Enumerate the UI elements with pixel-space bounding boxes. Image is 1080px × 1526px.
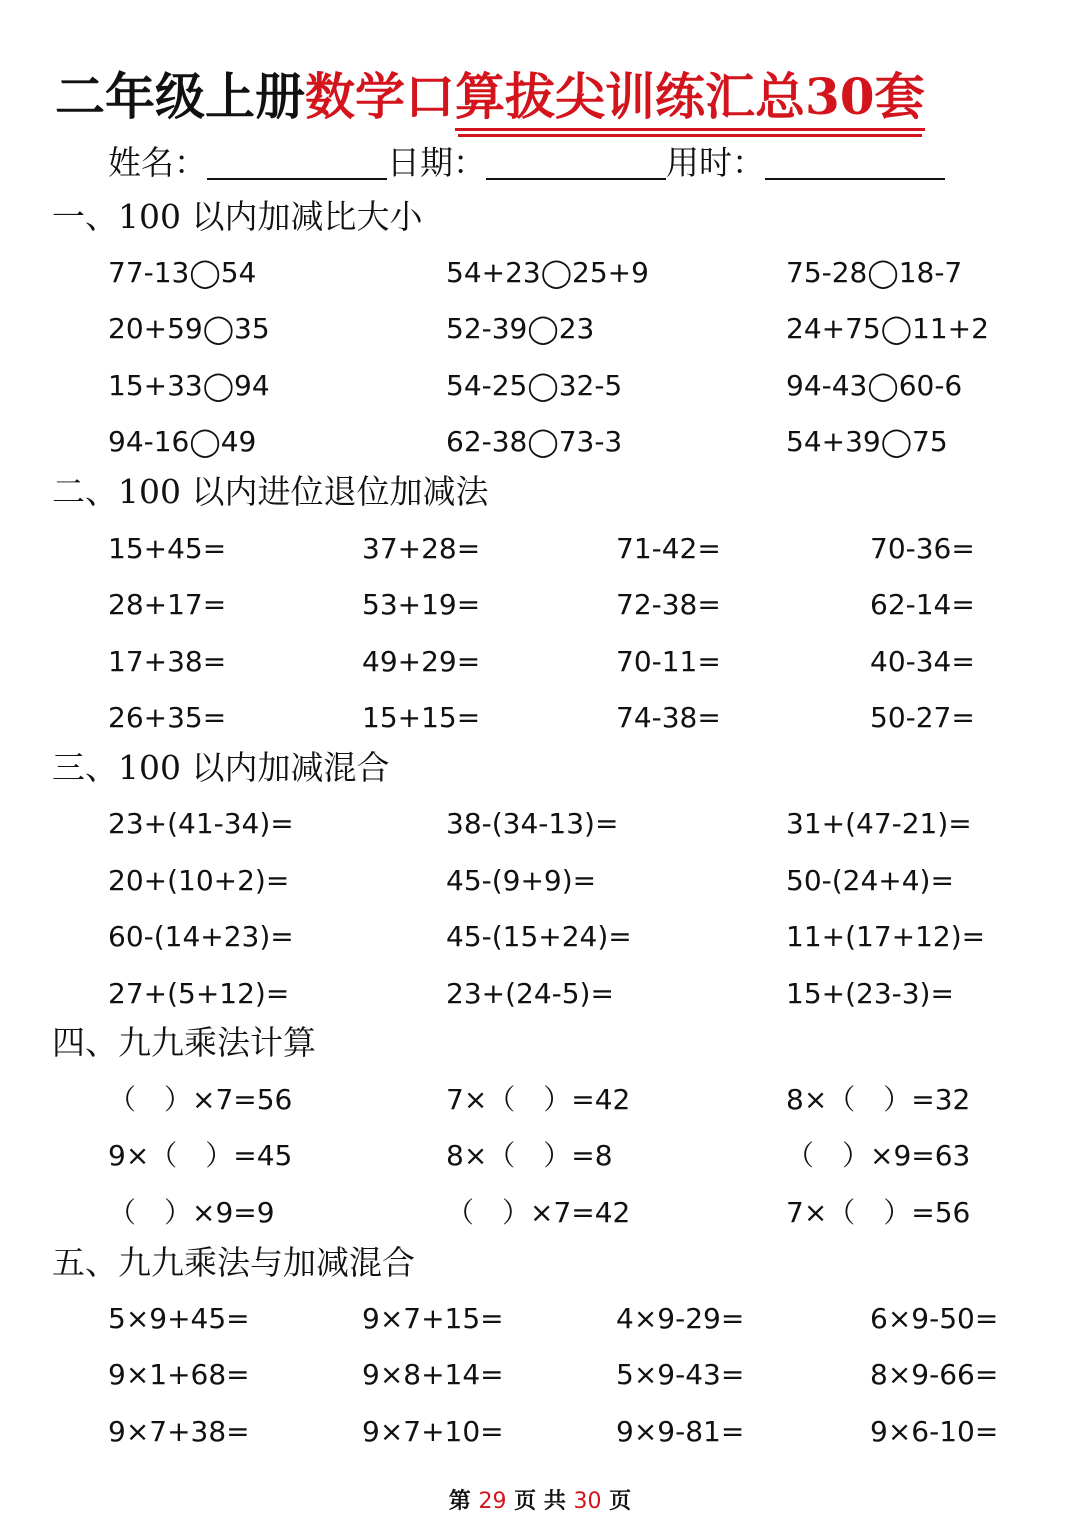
problem-item: 74-38=: [616, 701, 721, 734]
section-heading: 四、九九乘法计算: [52, 1023, 316, 1062]
problem-item: 77-13◯54: [108, 256, 257, 289]
problem-item: 17+38=: [108, 645, 227, 678]
date-blank[interactable]: [486, 138, 666, 180]
problem-item: 54+39◯75: [786, 425, 948, 458]
problem-row: [0, 694, 1080, 742]
problem-item: 8×（ ）=8: [446, 1139, 613, 1172]
problem-item: 6×9-50=: [870, 1302, 999, 1335]
problem-item: 8×（ ）=32: [786, 1083, 971, 1116]
problem-row: [0, 1076, 1080, 1124]
problem-item: 62-14=: [870, 588, 975, 621]
problem-item: 9×9-81=: [616, 1415, 745, 1448]
problem-row: [0, 1189, 1080, 1237]
problem-item: 94-16◯49: [108, 425, 257, 458]
problem-item: 9×1+68=: [108, 1358, 250, 1391]
problem-row: [0, 305, 1080, 353]
problem-item: 9×7+38=: [108, 1415, 250, 1448]
problem-item: 37+28=: [362, 532, 481, 565]
problem-row: [0, 857, 1080, 905]
time-label: 用时：: [666, 143, 765, 182]
problem-item: 40-34=: [870, 645, 975, 678]
section-heading: 五、九九乘法与加减混合: [52, 1243, 415, 1282]
problem-item: 24+75◯11+2: [786, 312, 989, 345]
problem-item: 15+15=: [362, 701, 481, 734]
problem-row: [0, 525, 1080, 573]
page-footer: [0, 1484, 1080, 1519]
problem-item: 71-42=: [616, 532, 721, 565]
page-title: [55, 62, 925, 132]
problem-item: 70-11=: [616, 645, 721, 678]
problem-row: [0, 1295, 1080, 1343]
name-label: 姓名：: [108, 143, 207, 182]
problem-item: 50-27=: [870, 701, 975, 734]
problem-row: [0, 1351, 1080, 1399]
section-heading: 二、100 以内进位退位加减法: [52, 472, 489, 511]
problem-row: [0, 581, 1080, 629]
problem-row: [0, 418, 1080, 466]
problem-item: 50-(24+4)=: [786, 864, 954, 897]
problem-item: 53+19=: [362, 588, 481, 621]
problem-item: 23+(41-34)=: [108, 807, 294, 840]
problem-item: 11+(17+12)=: [786, 920, 986, 953]
problem-item: 9×8+14=: [362, 1358, 504, 1391]
problem-item: 60-(14+23)=: [108, 920, 294, 953]
problem-row: [0, 800, 1080, 848]
total-pages-number: 30: [573, 1489, 602, 1514]
problem-item: 15+45=: [108, 532, 227, 565]
problem-row: [0, 970, 1080, 1018]
problem-item: 20+(10+2)=: [108, 864, 290, 897]
problem-item: 9×（ ）=45: [108, 1139, 293, 1172]
problem-item: 15+(23-3)=: [786, 977, 954, 1010]
problem-item: 26+35=: [108, 701, 227, 734]
problem-item: 54-25◯32-5: [446, 369, 623, 402]
problem-item: 31+(47-21)=: [786, 807, 972, 840]
problem-item: 72-38=: [616, 588, 721, 621]
problem-item: 9×6-10=: [870, 1415, 999, 1448]
problem-row: [0, 913, 1080, 961]
problem-item: 62-38◯73-3: [446, 425, 623, 458]
problem-item: 23+(24-5)=: [446, 977, 614, 1010]
date-label: 日期：: [387, 143, 486, 182]
problem-item: 5×9+45=: [108, 1302, 250, 1335]
problem-item: 27+(5+12)=: [108, 977, 290, 1010]
footer-middle: 页 共: [514, 1488, 566, 1514]
problem-item: 15+33◯94: [108, 369, 270, 402]
problem-item: （ ）×7=56: [108, 1083, 293, 1116]
section-heading: 一、100 以内加减比大小: [52, 197, 423, 236]
problem-item: 45-(9+9)=: [446, 864, 597, 897]
problem-item: 8×9-66=: [870, 1358, 999, 1391]
title-grade: 二年级上册: [55, 67, 305, 126]
name-blank[interactable]: [207, 138, 387, 180]
current-page-number: 29: [478, 1489, 507, 1514]
problem-item: 38-(34-13)=: [446, 807, 619, 840]
problem-row: [0, 249, 1080, 297]
footer-prefix: 第: [448, 1488, 471, 1514]
problem-item: 28+17=: [108, 588, 227, 621]
problem-item: （ ）×9=63: [786, 1139, 971, 1172]
problem-item: 75-28◯18-7: [786, 256, 963, 289]
problem-item: 54+23◯25+9: [446, 256, 649, 289]
problem-item: （ ）×7=42: [446, 1196, 631, 1229]
problem-row: [0, 1132, 1080, 1180]
problem-row: [0, 1408, 1080, 1456]
problem-item: 7×（ ）=42: [446, 1083, 631, 1116]
problem-item: 4×9-29=: [616, 1302, 745, 1335]
section-heading: 三、100 以内加减混合: [52, 748, 390, 787]
problem-item: 94-43◯60-6: [786, 369, 963, 402]
problem-item: （ ）×9=9: [108, 1196, 275, 1229]
problem-item: 20+59◯35: [108, 312, 270, 345]
info-fields: [108, 138, 945, 188]
title-collection: 算拔尖训练汇总30套: [455, 67, 925, 131]
problem-item: 7×（ ）=56: [786, 1196, 971, 1229]
problem-item: 70-36=: [870, 532, 975, 565]
problem-item: 49+29=: [362, 645, 481, 678]
problem-item: 9×7+15=: [362, 1302, 504, 1335]
problem-item: 52-39◯23: [446, 312, 595, 345]
problem-item: 45-(15+24)=: [446, 920, 632, 953]
problem-item: 9×7+10=: [362, 1415, 504, 1448]
problem-row: [0, 362, 1080, 410]
title-subject: 数学口: [305, 67, 455, 126]
time-blank[interactable]: [765, 138, 945, 180]
problem-row: [0, 638, 1080, 686]
footer-suffix: 页: [609, 1488, 632, 1514]
problem-item: 5×9-43=: [616, 1358, 745, 1391]
